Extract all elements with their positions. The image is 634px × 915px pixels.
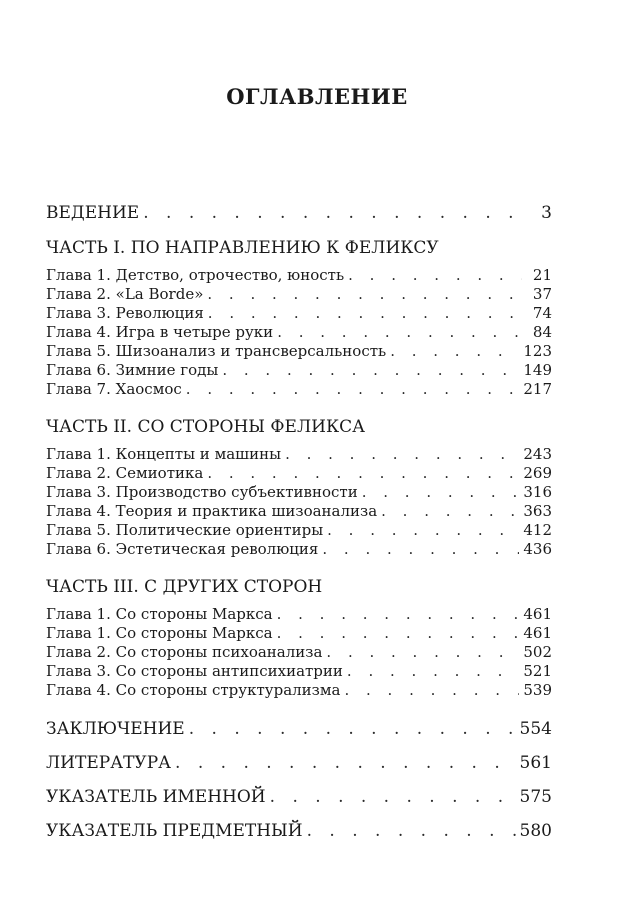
chapter-label: Глава 7. Хаосмос <box>46 380 182 398</box>
toc-entry-page: 561 <box>519 753 552 773</box>
chapter-page: 217 <box>523 380 552 398</box>
chapter-label: Глава 3. Революция <box>46 304 204 322</box>
dot-leader <box>207 285 522 304</box>
chapter-label: Глава 1. Со стороны Маркса <box>46 605 273 623</box>
dot-leader <box>327 521 519 540</box>
dot-leader <box>277 323 522 342</box>
toc-entry-intro <box>46 196 552 230</box>
dot-leader <box>277 624 520 643</box>
toc-chapter <box>46 304 552 323</box>
toc-entry-subject-index <box>46 814 552 848</box>
toc-chapter <box>46 445 552 464</box>
dot-leader <box>208 304 522 323</box>
toc-chapter <box>46 285 552 304</box>
chapter-page: 269 <box>523 464 552 482</box>
dot-leader <box>390 342 519 361</box>
toc-chapter <box>46 266 552 285</box>
toc-chapter <box>46 681 552 700</box>
toc-chapter <box>46 361 552 380</box>
chapter-page: 74 <box>532 304 552 322</box>
chapter-label: Глава 3. Со стороны антипсихиатрии <box>46 662 343 680</box>
dot-leader <box>348 266 522 285</box>
chapter-list-part2 <box>46 445 552 559</box>
chapter-label: Глава 4. Игра в четыре руки <box>46 323 274 341</box>
dot-leader <box>270 780 516 814</box>
toc-chapter <box>46 483 552 502</box>
toc-chapter <box>46 540 552 559</box>
toc-entry-label: ЗАКЛЮЧЕНИЕ <box>46 719 185 739</box>
chapter-label: Глава 5. Шизоанализ и трансверсальность <box>46 342 387 360</box>
dot-leader <box>381 502 519 521</box>
dot-leader <box>143 196 522 230</box>
toc-entry-page: 580 <box>519 821 552 841</box>
back-matter <box>46 712 552 848</box>
dot-leader <box>344 681 519 700</box>
chapter-page: 436 <box>523 540 552 558</box>
chapter-page: 461 <box>523 624 552 642</box>
chapter-label: Глава 3. Производство субъективности <box>46 483 358 501</box>
chapter-label: Глава 1. Детство, отрочество, юность <box>46 266 345 284</box>
chapter-page: 363 <box>523 502 552 520</box>
chapter-page: 539 <box>523 681 552 699</box>
chapter-page: 521 <box>523 662 552 680</box>
toc-chapter <box>46 605 552 624</box>
chapter-label: Глава 1. Со стороны Маркса <box>46 624 273 642</box>
toc-chapter <box>46 342 552 361</box>
dot-leader <box>362 483 520 502</box>
toc-chapter <box>46 380 552 399</box>
toc-entry-label: УКАЗАТЕЛЬ ПРЕДМЕТНЫЙ <box>46 821 303 841</box>
chapter-label: Глава 2. Семиотика <box>46 464 204 482</box>
toc-chapter <box>46 464 552 483</box>
table-of-contents <box>46 196 552 848</box>
page-title: ОГЛАВЛЕНИЕ <box>226 84 408 109</box>
chapter-page: 149 <box>523 361 552 379</box>
dot-leader <box>326 643 519 662</box>
chapter-label: Глава 2. Со стороны психоанализа <box>46 643 323 661</box>
toc-entry-page: 3 <box>541 203 552 223</box>
chapter-label: Глава 1. Концепты и машины <box>46 445 282 463</box>
toc-entry-literature <box>46 746 552 780</box>
part-heading: ЧАСТЬ III. С ДРУГИХ СТОРОН <box>46 577 323 597</box>
dot-leader <box>186 380 520 399</box>
toc-chapter <box>46 323 552 342</box>
toc-entry-label: ЛИТЕРАТУРА <box>46 753 172 773</box>
toc-chapter <box>46 643 552 662</box>
toc-chapter <box>46 662 552 681</box>
chapter-page: 502 <box>523 643 552 661</box>
chapter-page: 37 <box>532 285 552 303</box>
dot-leader <box>277 605 520 624</box>
dot-leader <box>189 712 516 746</box>
toc-entry-label: ВЕДЕНИЕ <box>46 203 140 223</box>
chapter-page: 316 <box>523 483 552 501</box>
chapter-page: 123 <box>523 342 552 360</box>
toc-chapter <box>46 624 552 643</box>
toc-entry-conclusion <box>46 712 552 746</box>
chapter-page: 243 <box>523 445 552 463</box>
chapter-page: 21 <box>532 266 552 284</box>
dot-leader <box>347 662 519 681</box>
chapter-list-part1 <box>46 266 552 399</box>
dot-leader <box>222 361 519 380</box>
chapter-label: Глава 4. Со стороны структурализма <box>46 681 341 699</box>
chapter-label: Глава 5. Политические ориентиры <box>46 521 324 539</box>
chapter-page: 84 <box>532 323 552 341</box>
toc-chapter <box>46 502 552 521</box>
toc-entry-page: 575 <box>519 787 552 807</box>
dot-leader <box>175 746 516 780</box>
dot-leader <box>307 814 516 848</box>
dot-leader <box>285 445 519 464</box>
dot-leader <box>207 464 519 483</box>
chapter-list-part3 <box>46 605 552 700</box>
part-heading: ЧАСТЬ I. ПО НАПРАВЛЕНИЮ К ФЕЛИКСУ <box>46 238 439 258</box>
toc-chapter <box>46 521 552 540</box>
chapter-page: 461 <box>523 605 552 623</box>
dot-leader <box>322 540 519 559</box>
toc-entry-label: УКАЗАТЕЛЬ ИМЕННОЙ <box>46 787 266 807</box>
toc-entry-name-index <box>46 780 552 814</box>
toc-entry-page: 554 <box>519 719 552 739</box>
part-heading: ЧАСТЬ II. СО СТОРОНЫ ФЕЛИКСА <box>46 417 365 437</box>
chapter-label: Глава 2. «La Borde» <box>46 285 204 303</box>
chapter-label: Глава 4. Теория и практика шизоанализа <box>46 502 378 520</box>
chapter-page: 412 <box>523 521 552 539</box>
chapter-label: Глава 6. Эстетическая революция <box>46 540 319 558</box>
chapter-label: Глава 6. Зимние годы <box>46 361 219 379</box>
